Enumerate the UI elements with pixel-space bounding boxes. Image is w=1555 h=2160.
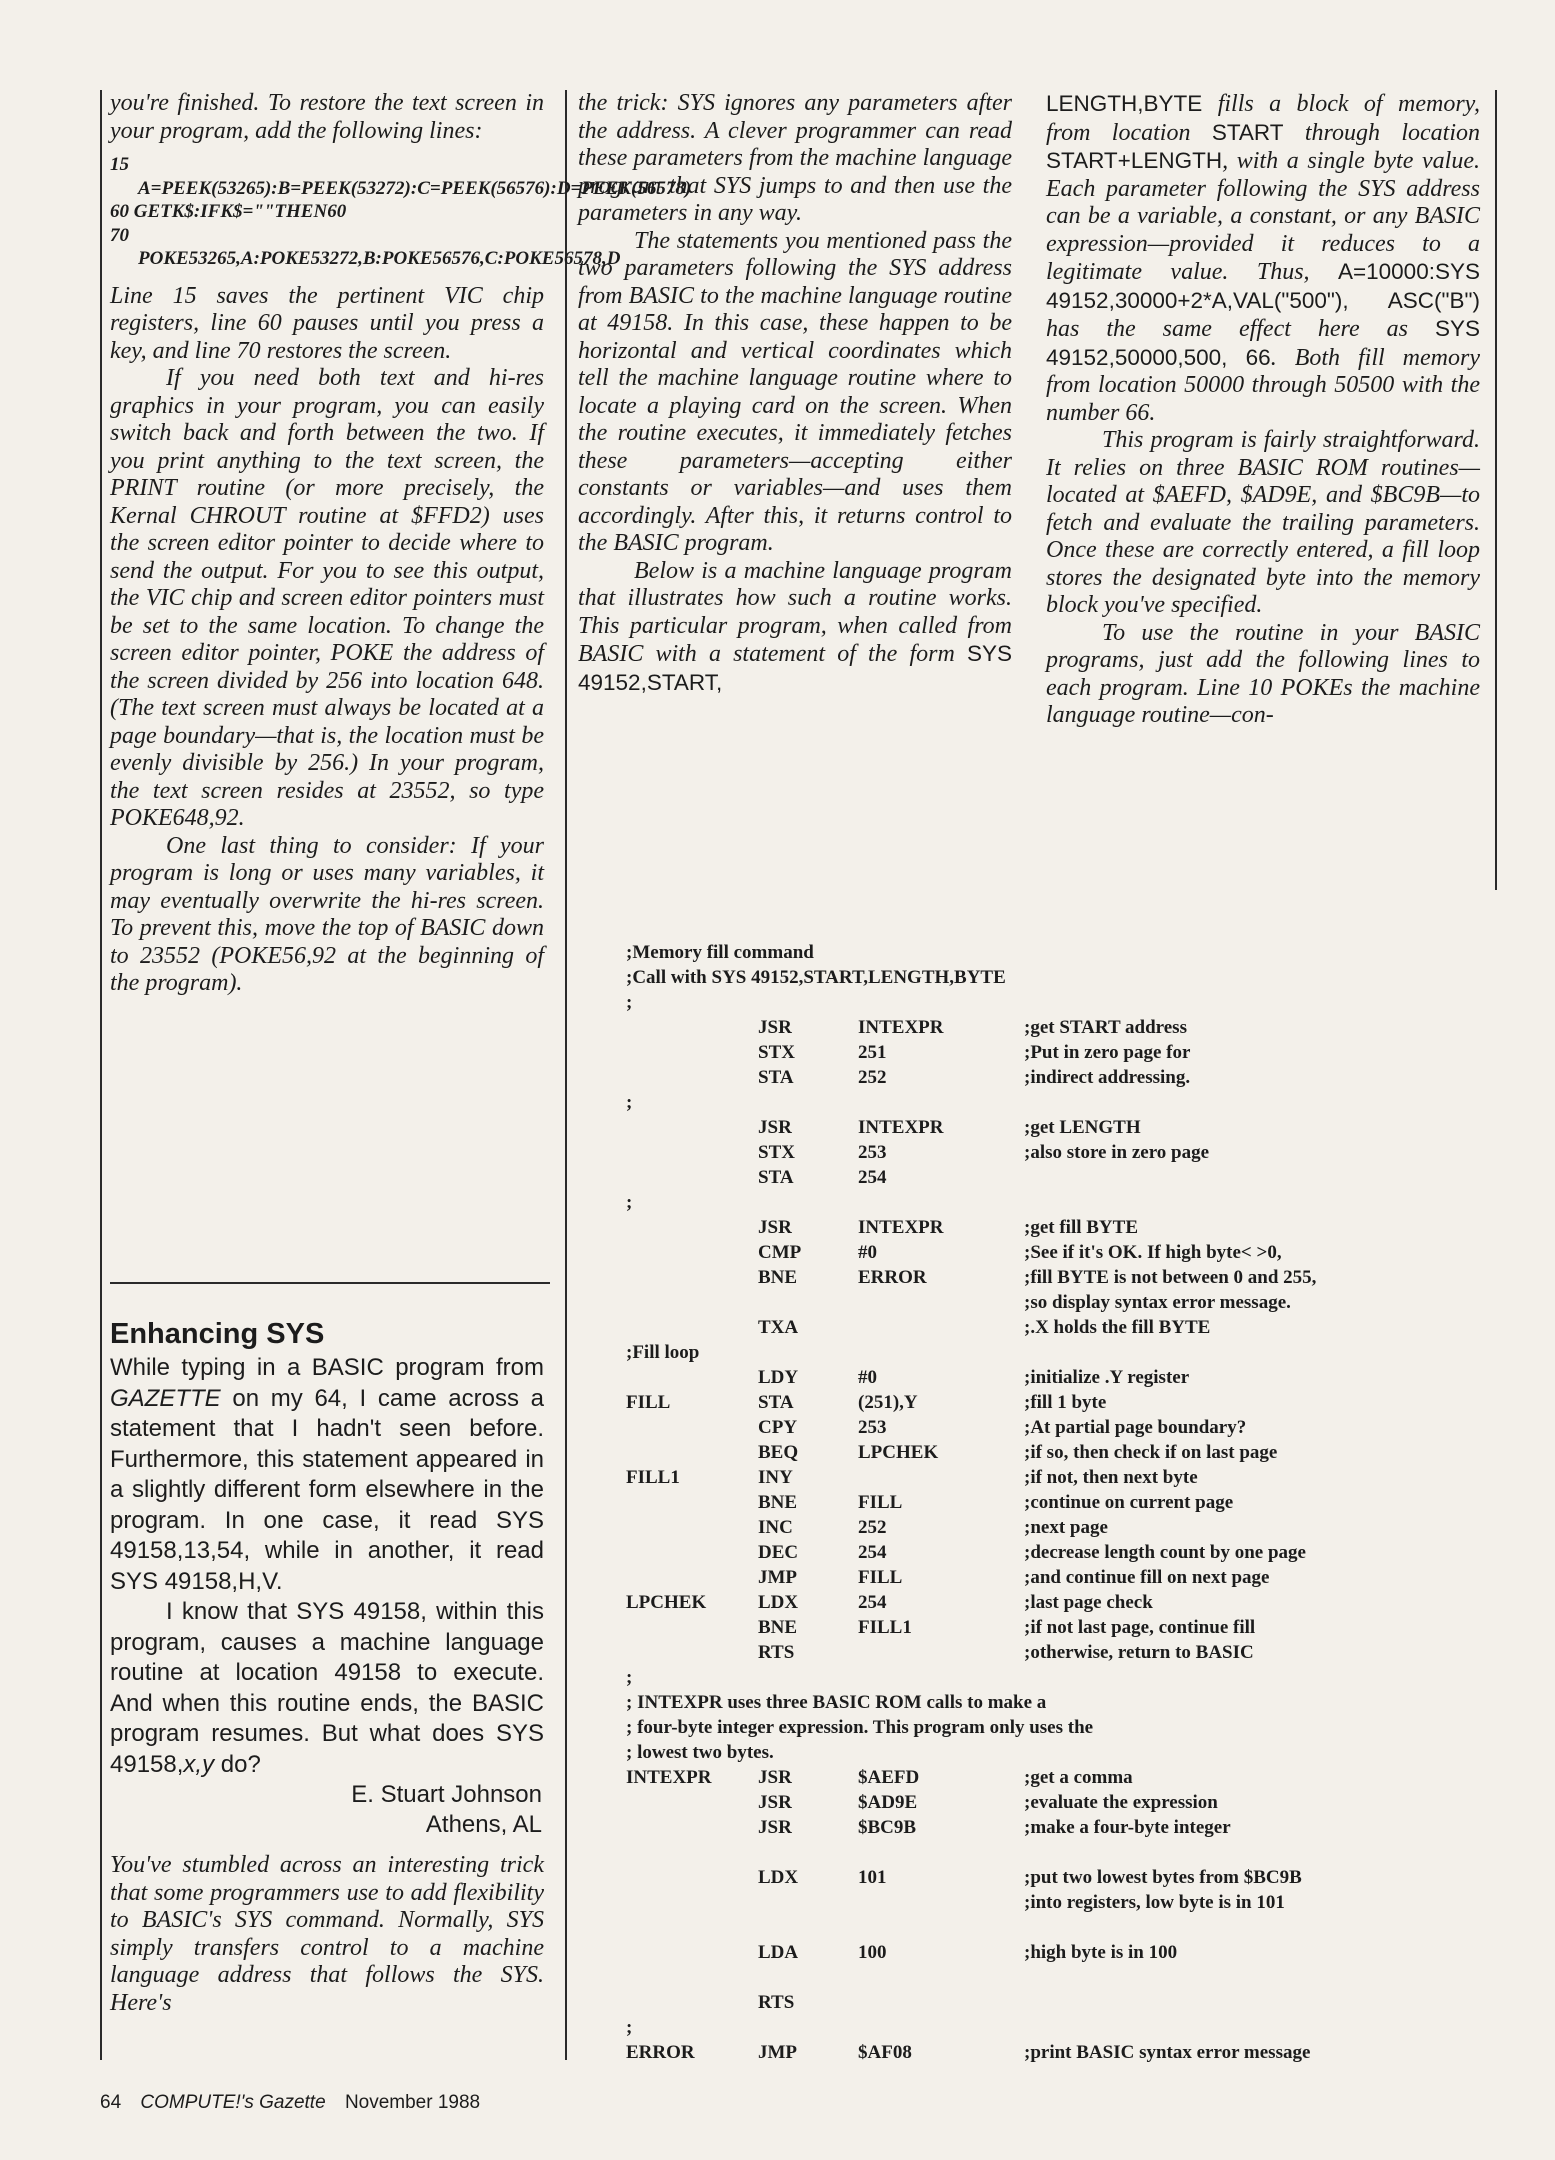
listing-row [626,1990,1446,2015]
listing-opcode: BNE [758,1267,798,1288]
listing-comment: ;if so, then check if on last page [1024,1442,1278,1463]
listing-comment: ;otherwise, return to BASIC [1024,1642,1254,1663]
listing-operand: #0 [858,1367,877,1388]
listing-row [626,990,1446,1015]
listing-row [626,1590,1446,1615]
listing-opcode: INC [758,1517,793,1538]
listing-label: ; four-byte integer expression. This program only uses the [626,1717,1094,1738]
listing-row [626,2040,1446,2065]
col3-paragraph-2: This program is fairly straightforward. It relies on three BASIC ROM routines—located at $AEFD, $AD9E, and $BC9B—to fetch and evaluate the trailing parameters. Once these are correctly entered, a fill loop stores the designated byte into the memory block you've specified. [1046,427,1480,618]
letter-section [110,1318,544,2017]
listing-label: ERROR [626,2042,695,2063]
listing-row [626,1915,1446,1940]
column-rule-right [1495,90,1497,890]
listing-row [626,1565,1446,1590]
listing-comment: ;put two lowest bytes from $BC9B [1024,1867,1302,1888]
letter-paragraph-1: While typing in a BASIC program from GAZETTE on my 64, I came across a statement that I hadn't seen before. Furthermore, this statement appeared in a slightly different form elsewhere in the program. In one case, it read SYS 49158,13,54, while in another, it read SYS 49158,H,V. [110,1354,544,1595]
listing-label: ; lowest two bytes. [626,1742,774,1763]
listing-operand: INTEXPR [858,1117,944,1138]
listing-comment: ;continue on current page [1024,1492,1234,1513]
listing-comment: ;get START address [1024,1017,1187,1038]
listing-comment: ;indirect addressing. [1024,1067,1191,1088]
listing-label: ; [626,1192,633,1213]
listing-comment: ;.X holds the fill BYTE [1024,1317,1211,1338]
listing-row [626,1265,1446,1290]
listing-operand: 254 [858,1592,887,1613]
listing-row [626,1790,1446,1815]
code-line: 15 A=PEEK(53265):B=PEEK(53272):C=PEEK(56576):D=PEEK(56578) [110,154,692,199]
col3-paragraph-3: To use the routine in your BASIC programs, just add the following lines to each program. Line 10 POKEs the machine language routine—con- [1046,619,1480,728]
listing-opcode: JSR [758,1767,792,1788]
listing-row [626,1040,1446,1065]
section-divider [110,1282,550,1284]
listing-operand: INTEXPR [858,1217,944,1238]
listing-operand: 251 [858,1042,887,1063]
listing-comment: ;decrease length count by one page [1024,1542,1306,1563]
listing-row [626,1115,1446,1140]
col2-paragraph-2: The statements you mentioned pass the two parameters following the SYS address from BASIC to the machine language routine at 49158. In this case, these happen to be horizontal and vertical coordinates which tell the machine language routine where to locate a playing card on the screen. When the routine executes, it immediately fetches these parameters—accepting either constants or variables—and uses them accordingly. After this, it returns control to the BASIC program. [578,227,1012,556]
listing-operand: 100 [858,1942,887,1963]
listing-opcode: RTS [758,1642,795,1663]
listing-label: ; [626,992,633,1013]
issue-date: November 1988 [344,2092,481,2113]
listing-operand: 253 [858,1142,887,1163]
listing-row [626,1965,1446,1990]
listing-opcode: STX [758,1042,795,1063]
listing-row [626,1890,1446,1915]
listing-comment: ;get LENGTH [1024,1117,1141,1138]
listing-row [626,1640,1446,1665]
listing-comment: ;get fill BYTE [1024,1217,1138,1238]
basic-code-lines [110,153,692,271]
listing-operand: 254 [858,1542,887,1563]
col2-paragraph-3: Below is a machine language program that illustrates how such a routine works. This particular program, when called from BASIC with a statement of the form SYS 49152,START, [578,557,1012,695]
listing-row [626,1215,1446,1240]
listing-header-2: ;Call with SYS 49152,START,LENGTH,BYTE [626,967,1006,988]
listing-row [626,1690,1446,1715]
listing-comment: ;Put in zero page for [1024,1042,1191,1063]
listing-rows [626,990,1446,2065]
listing-comment: ;make a four-byte integer [1024,1817,1231,1838]
col3-paragraph-1: LENGTH,BYTE fills a block of memory, from location START through location START+LENGTH, with a single byte value. Each parameter following the SYS address can be a variable, a constant, or any BASIC expression—provided it reduces to a legitimate value. Thus, A=10000:SYS 49152,30000+2*A,VAL("500"), ASC("B") has the same effect here as SYS 49152,50000,500, 66. Both fill memory from location 50000 through 50500 with the number 66. [1046,91,1480,426]
listing-opcode: INY [758,1467,793,1488]
listing-opcode: JMP [758,2042,798,2063]
listing-comment: ;initialize .Y register [1024,1367,1190,1388]
listing-operand: FILL [858,1567,903,1588]
listing-comment: ;also store in zero page [1024,1142,1210,1163]
listing-opcode: LDY [758,1367,799,1388]
letter-body [110,1353,544,1780]
listing-row [626,1240,1446,1265]
listing-operand: (251),Y [858,1392,918,1413]
listing-comment: ;See if it's OK. If high byte< >0, [1024,1242,1282,1263]
letter-heading: Enhancing SYS [110,1318,325,1350]
listing-operand: 252 [858,1517,887,1538]
col1-paragraph-3: If you need both text and hi-res graphics in your program, you can easily switch back and forth between the two. If you print anything to the text screen, the PRINT routine (or more precisely, the Kernal CHROUT routine at $FFD2) uses the screen editor pointer to decide where to send the output. For you to see this output, the VIC chip and screen editor pointers must be set to the same location. To change the screen editor pointer, POKE the address of the screen divided by 256 into location 648. (The text screen must always be located at a page boundary—that is, the location must be evenly divisible by 256.) In your program, the text screen resides at 23552, so type POKE648,92. [110,365,544,831]
listing-label: ; INTEXPR uses three BASIC ROM calls to make a [626,1692,1047,1713]
col2-paragraph-1: the trick: SYS ignores any parameters after the address. A clever programmer can read these parameters from the machine language program that SYS jumps to and then use the parameters in any way. [578,90,1012,226]
listing-opcode: STX [758,1142,795,1163]
listing-comment: ;high byte is in 100 [1024,1942,1178,1963]
listing-opcode: STA [758,1167,794,1188]
listing-opcode: JSR [758,1792,792,1813]
listing-operand: LPCHEK [858,1442,939,1463]
listing-operand: $AD9E [858,1792,918,1813]
listing-operand: FILL1 [858,1617,912,1638]
col1-paragraph-4: One last thing to consider: If your program is long or uses many variables, it may eventually overwrite the hi-res screen. To prevent this, move the top of BASIC down to 23552 (POKE56,92 at the beginning of the program). [110,832,544,996]
listing-operand: #0 [858,1242,877,1263]
column-rule-mid [565,90,567,2060]
listing-opcode: JSR [758,1217,792,1238]
col1-paragraph-2: Line 15 saves the pertinent VIC chip registers, line 60 pauses until you press a key, and line 70 restores the screen. [110,282,544,364]
listing-label: FILL [626,1392,671,1413]
answer-paragraph: You've stumbled across an interesting trick that some programmers use to add flexibility to BASIC's SYS command. Normally, SYS simply transfers control to a machine language address that follows the SYS. Here's [110,1852,544,2016]
listing-row [626,1540,1446,1565]
listing-row [626,1365,1446,1390]
listing-opcode: DEC [758,1542,799,1563]
letter-signer: E. Stuart Johnson [351,1781,542,1808]
listing-operand: 253 [858,1417,887,1438]
listing-opcode: TXA [758,1317,799,1338]
col1-paragraph-1: you're finished. To restore the text screen in your program, add the following lines: [110,90,544,144]
listing-comment: ;print BASIC syntax error message [1024,2042,1311,2063]
letter-location: Athens, AL [425,1811,542,1838]
column-2 [578,90,1012,697]
listing-row [626,1440,1446,1465]
listing-row [626,2015,1446,2040]
magazine-title: COMPUTE!'s Gazette [140,2092,326,2113]
listing-label: LPCHEK [626,1592,707,1613]
listing-operand: 101 [858,1867,887,1888]
listing-opcode: JMP [758,1567,798,1588]
listing-row [626,1140,1446,1165]
page-number: 64 [100,2092,122,2113]
assembly-listing [626,940,1446,2065]
listing-label: ;Fill loop [626,1342,700,1363]
listing-row [626,1840,1446,1865]
listing-opcode: JSR [758,1117,792,1138]
listing-row [626,1765,1446,1790]
listing-comment: ;into registers, low byte is in 101 [1024,1892,1285,1913]
listing-opcode: STA [758,1067,794,1088]
listing-row [626,1665,1446,1690]
listing-row [626,1340,1446,1365]
listing-label: ; [626,2017,633,2038]
listing-row [626,1315,1446,1340]
letter-paragraph-2: I know that SYS 49158, within this program, causes a machine language routine at location 49158 to execute. And when this routine ends, the BASIC program resumes. But what does SYS 49158,x,y do? [110,1598,544,1778]
column-1 [110,90,692,998]
listing-operand: 254 [858,1167,887,1188]
page-footer [100,2092,480,2114]
listing-operand: $BC9B [858,1817,917,1838]
listing-label: ; [626,1092,633,1113]
listing-opcode: LDX [758,1592,799,1613]
listing-operand: $AF08 [858,2042,912,2063]
listing-opcode: STA [758,1392,794,1413]
code-line: 70 POKE53265,A:POKE53272,B:POKE56576,C:POKE56578,D [110,224,621,269]
listing-row [626,1065,1446,1090]
listing-opcode: BNE [758,1492,798,1513]
code-line: 60 GETK$:IFK$=""THEN60 [110,201,347,222]
listing-opcode: LDA [758,1942,799,1963]
listing-opcode: JSR [758,1817,792,1838]
listing-row [626,1940,1446,1965]
listing-opcode: BNE [758,1617,798,1638]
listing-comment: ;fill 1 byte [1024,1392,1107,1413]
listing-opcode: RTS [758,1992,795,2013]
listing-operand: ERROR [858,1267,927,1288]
listing-comment: ;evaluate the expression [1024,1792,1218,1813]
listing-comment: ;and continue fill on next page [1024,1567,1270,1588]
listing-row [626,1490,1446,1515]
listing-comment: ;so display syntax error message. [1024,1292,1291,1313]
listing-row [626,1740,1446,1765]
listing-operand: $AEFD [858,1767,920,1788]
magazine-name: GAZETTE [110,1384,221,1412]
listing-operand: INTEXPR [858,1017,944,1038]
listing-comment: ;At partial page boundary? [1024,1417,1247,1438]
listing-label: ; [626,1667,633,1688]
listing-row [626,1090,1446,1115]
listing-opcode: BEQ [758,1442,799,1463]
listing-row [626,1390,1446,1415]
listing-comment: ;if not, then next byte [1024,1467,1198,1488]
listing-row [626,1290,1446,1315]
listing-opcode: CPY [758,1417,798,1438]
listing-row [626,1015,1446,1040]
listing-comment: ;get a comma [1024,1767,1133,1788]
listing-comment: ;if not last page, continue fill [1024,1617,1256,1638]
listing-header-1: ;Memory fill command [626,942,814,963]
listing-operand: 252 [858,1067,887,1088]
listing-row [626,1465,1446,1490]
listing-row [626,1815,1446,1840]
listing-comment: ;last page check [1024,1592,1153,1613]
column-rule-left [100,90,102,2060]
listing-comment: ;next page [1024,1517,1108,1538]
listing-label: INTEXPR [626,1767,712,1788]
listing-row [626,1190,1446,1215]
listing-row [626,1415,1446,1440]
listing-opcode: CMP [758,1242,802,1263]
listing-opcode: JSR [758,1017,792,1038]
column-3 [1046,90,1480,730]
listing-row [626,1515,1446,1540]
listing-row [626,1865,1446,1890]
listing-operand: FILL [858,1492,903,1513]
listing-row [626,1715,1446,1740]
listing-comment: ;fill BYTE is not between 0 and 255, [1024,1267,1317,1288]
listing-opcode: LDX [758,1867,799,1888]
listing-row [626,1165,1446,1190]
listing-label: FILL1 [626,1467,680,1488]
listing-row [626,1615,1446,1640]
